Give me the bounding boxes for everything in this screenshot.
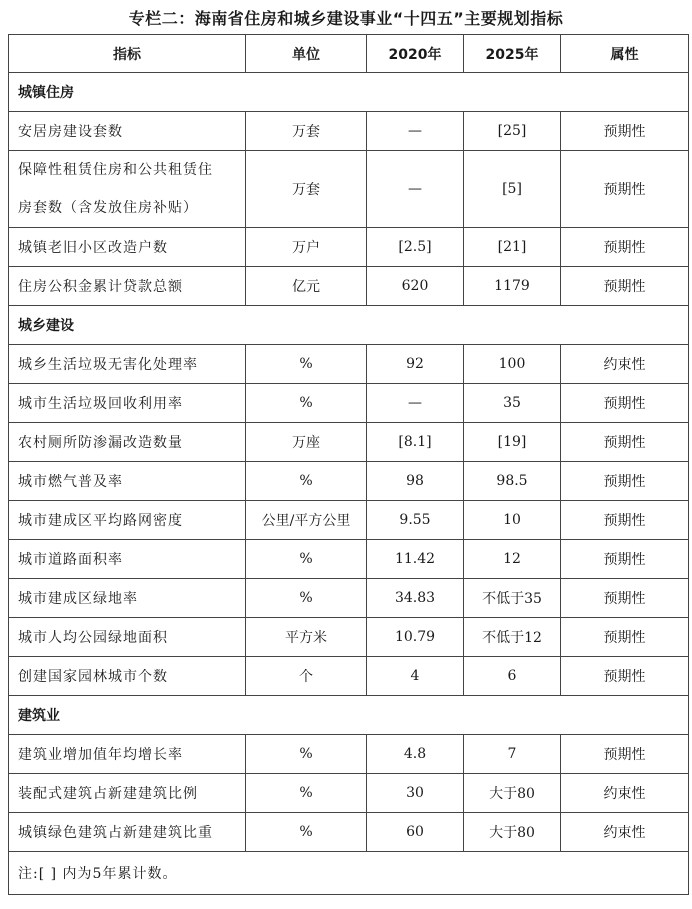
indicator-cell: 城市建成区平均路网密度 (9, 501, 246, 540)
value-2020-cell: 60 (367, 813, 464, 852)
value-2025-cell: [25] (464, 112, 561, 151)
indicator-cell: 城市建成区绿地率 (9, 579, 246, 618)
value-2020-cell: 34.83 (367, 579, 464, 618)
attribute-cell: 预期性 (561, 151, 689, 228)
indicator-cell: 城市道路面积率 (9, 540, 246, 579)
unit-cell: % (246, 462, 367, 501)
value-2025-cell: 6 (464, 657, 561, 696)
attribute-cell: 预期性 (561, 462, 689, 501)
unit-cell: 万户 (246, 228, 367, 267)
section-title: 建筑业 (9, 696, 689, 735)
value-2020-cell: 4.8 (367, 735, 464, 774)
unit-cell: % (246, 774, 367, 813)
unit-cell: 万座 (246, 423, 367, 462)
unit-cell: 个 (246, 657, 367, 696)
table-row (9, 813, 689, 852)
unit-cell: 万套 (246, 151, 367, 228)
table-row (9, 345, 689, 384)
table-row (9, 618, 689, 657)
attribute-cell: 预期性 (561, 228, 689, 267)
table-row (9, 112, 689, 151)
unit-cell: % (246, 735, 367, 774)
header-row (9, 35, 689, 73)
unit-cell: % (246, 579, 367, 618)
indicator-cell: 城市生活垃圾回收利用率 (9, 384, 246, 423)
indicator-cell (9, 151, 246, 228)
attribute-cell: 预期性 (561, 735, 689, 774)
section-row (9, 306, 689, 345)
value-2020-cell: 98 (367, 462, 464, 501)
table-row (9, 579, 689, 618)
header-2020: 2020年 (367, 35, 464, 73)
value-2025-cell: 1179 (464, 267, 561, 306)
indicator-cell: 城乡生活垃圾无害化处理率 (9, 345, 246, 384)
unit-cell: % (246, 384, 367, 423)
indicator-cell: 装配式建筑占新建建筑比例 (9, 774, 246, 813)
attribute-cell: 约束性 (561, 345, 689, 384)
attribute-cell: 预期性 (561, 657, 689, 696)
value-2020-cell: 10.79 (367, 618, 464, 657)
table-row (9, 462, 689, 501)
table-row (9, 151, 689, 228)
unit-cell: % (246, 345, 367, 384)
unit-cell: 公里/平方公里 (246, 501, 367, 540)
attribute-cell: 预期性 (561, 501, 689, 540)
indicator-line: 保障性租赁住房和公共租赁住 (18, 162, 213, 178)
value-2025-cell: 大于80 (464, 813, 561, 852)
attribute-cell: 预期性 (561, 540, 689, 579)
value-2025-cell: 不低于12 (464, 618, 561, 657)
attribute-cell: 约束性 (561, 774, 689, 813)
unit-cell: 万套 (246, 112, 367, 151)
unit-cell: 亿元 (246, 267, 367, 306)
value-2025-cell: 98.5 (464, 462, 561, 501)
indicator-cell: 农村厕所防渗漏改造数量 (9, 423, 246, 462)
value-2025-cell: 不低于35 (464, 579, 561, 618)
table-row (9, 267, 689, 306)
value-2025-cell: 12 (464, 540, 561, 579)
value-2020-cell: [8.1] (367, 423, 464, 462)
indicator-line: 房套数（含发放住房补贴） (18, 200, 198, 216)
section-title: 城乡建设 (9, 306, 689, 345)
unit-cell: % (246, 813, 367, 852)
value-2025-cell: 35 (464, 384, 561, 423)
section-row (9, 73, 689, 112)
value-2020-cell: 11.42 (367, 540, 464, 579)
indicator-cell: 城镇老旧小区改造户数 (9, 228, 246, 267)
attribute-cell: 预期性 (561, 384, 689, 423)
value-2025-cell: [21] (464, 228, 561, 267)
table-row (9, 735, 689, 774)
value-2020-cell: 9.55 (367, 501, 464, 540)
attribute-cell: 预期性 (561, 579, 689, 618)
value-2025-cell: [5] (464, 151, 561, 228)
note-row (9, 852, 689, 895)
attribute-cell: 预期性 (561, 112, 689, 151)
unit-cell: % (246, 540, 367, 579)
value-2020-cell: [2.5] (367, 228, 464, 267)
footnote: 注:[ ] 内为5年累计数。 (9, 852, 689, 895)
attribute-cell: 预期性 (561, 618, 689, 657)
value-2020-cell: — (367, 112, 464, 151)
page-title: 专栏二：海南省住房和城乡建设事业“十四五”主要规划指标 (128, 9, 564, 28)
indicator-table (8, 34, 689, 895)
value-2020-cell: — (367, 384, 464, 423)
indicator-cell: 住房公积金累计贷款总额 (9, 267, 246, 306)
unit-cell: 平方米 (246, 618, 367, 657)
indicator-cell: 城镇绿色建筑占新建建筑比重 (9, 813, 246, 852)
indicator-cell: 安居房建设套数 (9, 112, 246, 151)
table-row (9, 384, 689, 423)
indicator-cell: 城市燃气普及率 (9, 462, 246, 501)
value-2020-cell: — (367, 151, 464, 228)
header-attribute: 属性 (561, 35, 689, 73)
indicator-cell: 创建国家园林城市个数 (9, 657, 246, 696)
value-2025-cell: 10 (464, 501, 561, 540)
value-2020-cell: 92 (367, 345, 464, 384)
table-row (9, 228, 689, 267)
indicator-cell: 建筑业增加值年均增长率 (9, 735, 246, 774)
value-2020-cell: 4 (367, 657, 464, 696)
value-2025-cell: 100 (464, 345, 561, 384)
header-indicator: 指标 (9, 35, 246, 73)
attribute-cell: 预期性 (561, 267, 689, 306)
value-2020-cell: 30 (367, 774, 464, 813)
attribute-cell: 预期性 (561, 423, 689, 462)
table-row (9, 501, 689, 540)
section-title: 城镇住房 (9, 73, 689, 112)
indicator-cell: 城市人均公园绿地面积 (9, 618, 246, 657)
header-2025: 2025年 (464, 35, 561, 73)
value-2025-cell: [19] (464, 423, 561, 462)
section-row (9, 696, 689, 735)
table-row (9, 657, 689, 696)
table-row (9, 540, 689, 579)
value-2025-cell: 大于80 (464, 774, 561, 813)
attribute-cell: 约束性 (561, 813, 689, 852)
value-2020-cell: 620 (367, 267, 464, 306)
table-row (9, 774, 689, 813)
table-row (9, 423, 689, 462)
header-unit: 单位 (246, 35, 367, 73)
value-2025-cell: 7 (464, 735, 561, 774)
